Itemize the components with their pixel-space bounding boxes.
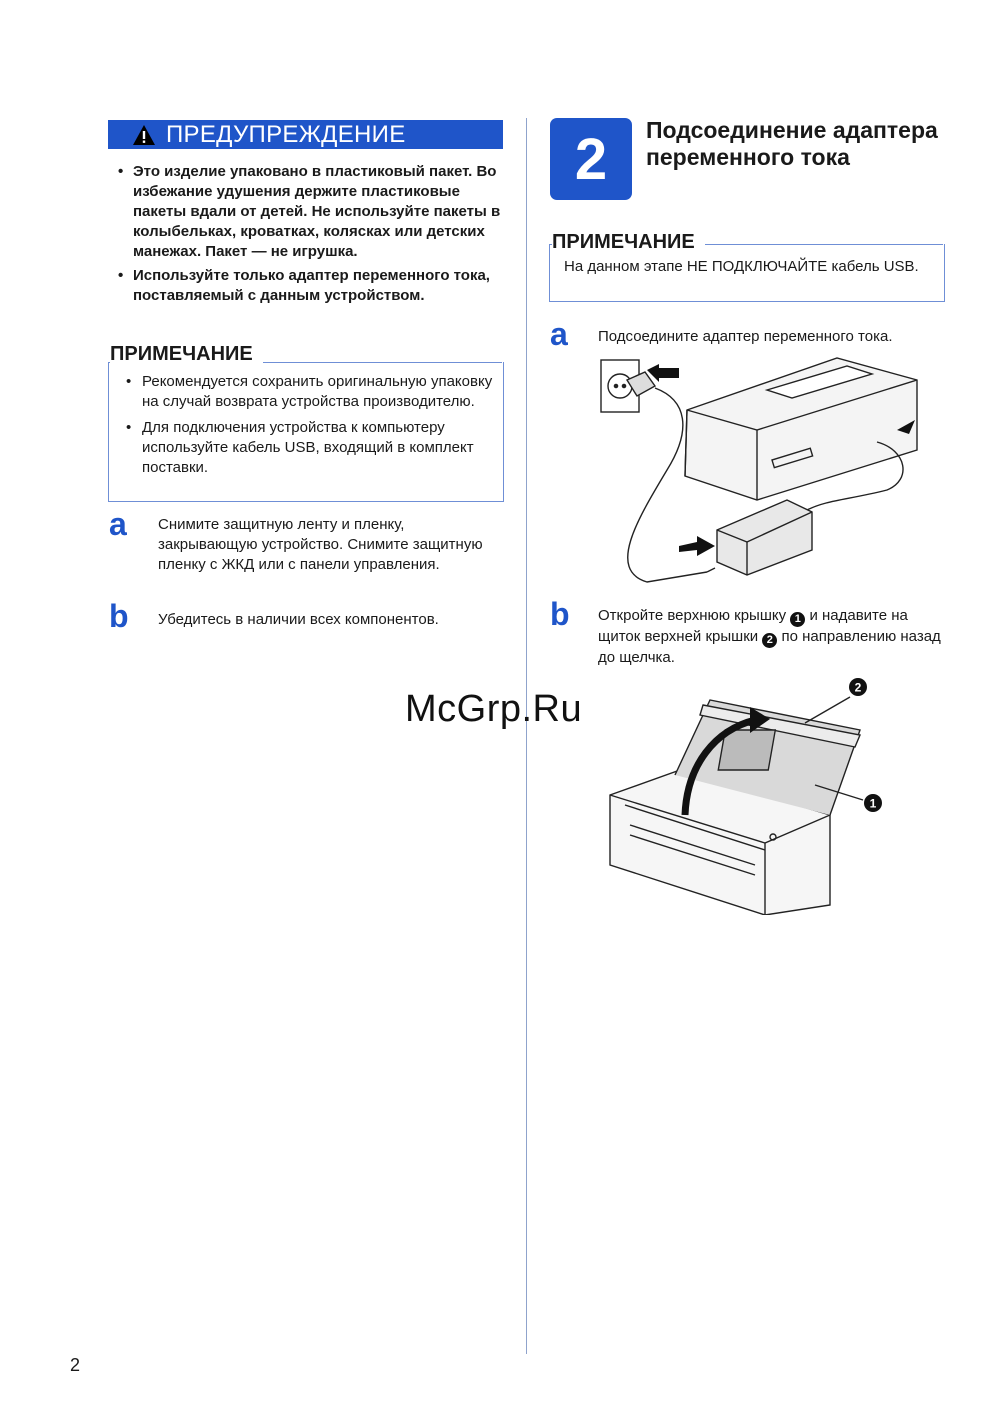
figure-callout-1: 1 [869,796,877,811]
step-a-text: Снимите защитную ленту и пленку, закрывающую устройство. Снимите защитную пленку с ЖКД или с панели управления. [158,516,483,573]
section-title: Подсоединение адаптера переменного тока [646,117,938,170]
step-2b-text-part2: и надавите на щиток верхней крышки [598,607,908,645]
step-2b-text-part1: Откройте верхнюю крышку [598,607,787,624]
page-number: 2 [70,1355,81,1375]
warning-banner [108,120,503,149]
column-divider [526,118,527,1354]
arrow-icon [647,364,679,382]
step-2b-letter: b [550,596,570,632]
scanner-open-cover-figure [605,675,895,915]
step-b-letter: b [109,598,129,634]
warning-item: • Это изделие упаковано в пластиковый пакет. Во избежание удушения держите пластиковые пакеты вдали от детей. Не используйте пакеты в колыбельках, кроватках, колясках или детских манежах. Пакет — не игрушка. [118,162,508,262]
note-left-item: • Для подключения устройства к компьютеру используйте кабель USB, входящий в комплект поставки. [124,418,493,478]
step-2b-text [598,606,948,668]
warning-icon [132,124,156,146]
figure-callout-2: 2 [854,680,862,695]
note-left-box [108,362,504,502]
warning-title: ПРЕДУПРЕЖДЕНИЕ [166,120,406,148]
step-2a-text: Подсоедините адаптер переменного тока. [598,328,893,345]
watermark: McGrp.Ru [405,688,583,730]
note-right-title: ПРИМЕЧАНИЕ [552,231,705,254]
callout-2-icon: 2 [762,633,777,648]
note-right-text: На данном этапе НЕ ПОДКЛЮЧАЙТЕ кабель USB. [564,258,919,275]
step-b-text: Убедитесь в наличии всех компонентов. [158,611,439,628]
step-a-letter: a [109,506,127,542]
step-2b-text-part3: по направлению назад до щелчка. [598,628,941,666]
note-left-item: • Рекомендуется сохранить оригинальную упаковку на случай возврата устройства производителю. [124,372,493,412]
adapter-connection-figure [597,350,922,590]
warning-list [118,162,508,310]
note-left-title: ПРИМЕЧАНИЕ [110,343,263,366]
section-number-badge: 2 [550,118,632,200]
callout-1-icon: 1 [790,612,805,627]
step-2a-letter: a [550,316,568,352]
warning-item: • Используйте только адаптер переменного тока, поставляемый с данным устройством. [118,266,508,306]
